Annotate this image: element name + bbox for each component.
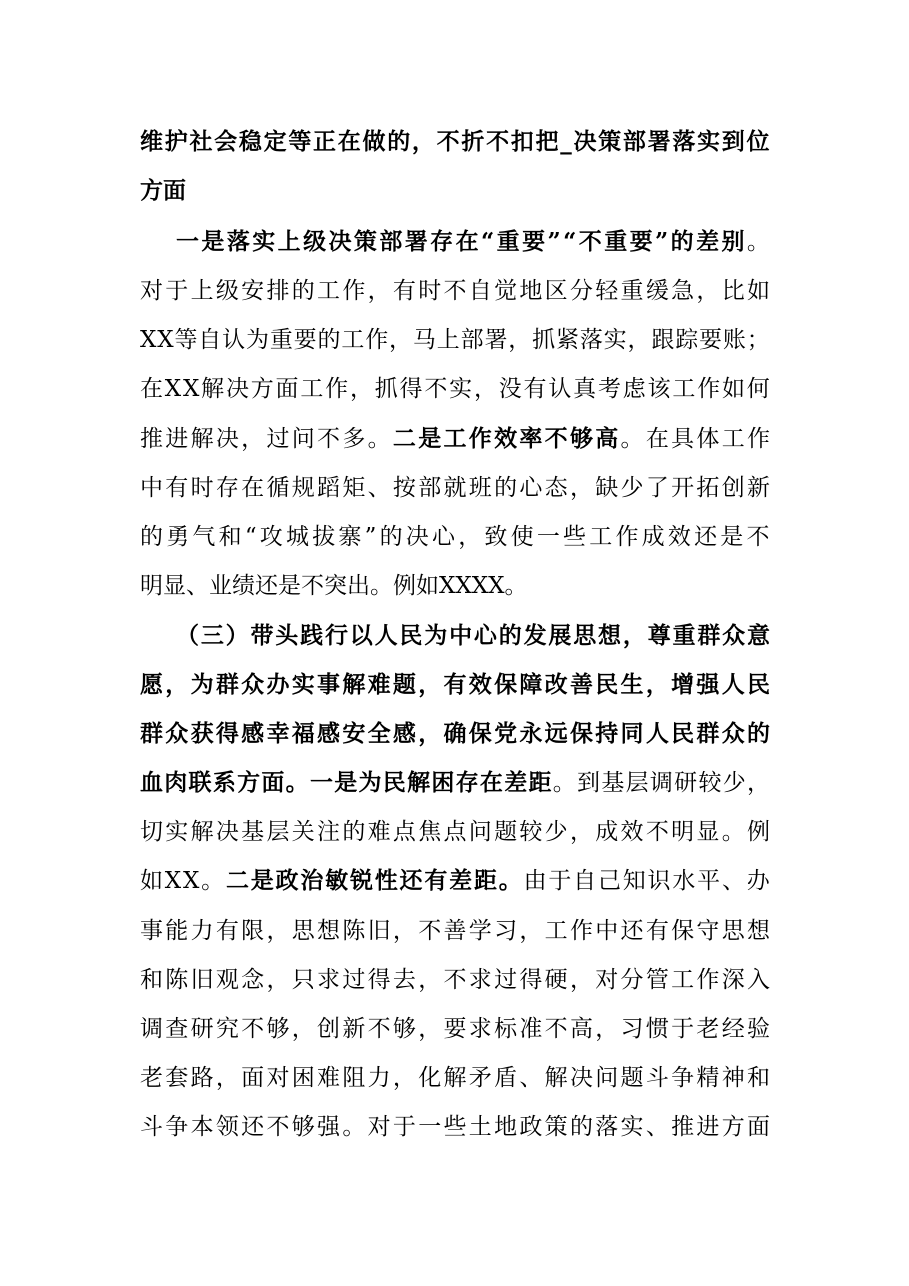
body-text: 对于上级安排的工作，有时不自觉地区分轻重缓急，比如 — [140, 278, 773, 304]
text-line — [140, 1063, 772, 1093]
bold-text: 一是落实上级决策部署存在“重要”“不重要”的差别 — [176, 228, 747, 255]
body-text: 。 — [746, 229, 773, 255]
bold-text: 愿，为群众办实事解难题，有效保障改善民生，增强人民 — [140, 671, 773, 698]
text-line — [140, 276, 772, 306]
text-line — [140, 325, 771, 355]
body-text: 老套路，面对困难阻力，化解矛盾、解决问题斗争精神和 — [140, 1065, 773, 1091]
body-text: 推进解决，过问不多。 — [140, 426, 393, 452]
bold-text: 维护社会稳定等正在做的，不折不扣把_决策部署落实到位 — [140, 128, 772, 155]
text-line — [140, 473, 772, 503]
bold-text: 群众获得感幸福感安全感，确保党永远保持同人民群众的 — [140, 720, 773, 747]
body-text: 和陈旧观念，只求过得去，不求过得硬，对分管工作深入 — [140, 967, 773, 993]
text-line — [140, 571, 528, 601]
text-line — [140, 719, 772, 749]
body-text: 斗争本领还不够强。对于一些土地政策的落实、推进方面 — [140, 1114, 773, 1140]
bold-text: 二是政治敏锐性还有差距。 — [225, 867, 524, 894]
body-text: 的勇气和“攻城拔寨”的决心，致使一些工作成效还是不 — [140, 524, 773, 550]
body-text: 在XX解决方面工作，抓得不实，没有认真考虑该工作如何 — [140, 376, 772, 402]
body-text: 。到基层调研较少， — [552, 770, 772, 796]
text-line — [140, 424, 772, 454]
body-text: 调查研究不够，创新不够，要求标准不高，习惯于老经验 — [140, 1016, 773, 1042]
body-text: 。在具体工作 — [620, 426, 773, 452]
bold-text: 方面 — [140, 177, 186, 204]
text-line — [140, 176, 186, 206]
text-line — [140, 866, 772, 896]
text-line — [176, 621, 772, 651]
text-line — [140, 916, 772, 946]
text-line — [140, 1014, 772, 1044]
text-line — [140, 374, 772, 404]
body-text: XX等自认为重要的工作，马上部署，抓紧落实，跟踪要账； — [140, 327, 771, 353]
text-line — [140, 127, 771, 157]
text-line — [140, 768, 771, 798]
text-line — [140, 522, 773, 552]
text-line — [176, 227, 772, 257]
text-line — [140, 965, 772, 995]
bold-text: （三）带头践行以人民为中心的发展思想，尊重群众意 — [176, 622, 772, 649]
body-text: 如XX。 — [140, 868, 226, 894]
text-line — [140, 670, 772, 700]
body-text: 事能力有限，思想陈旧，不善学习，工作中还有保守思想 — [140, 918, 773, 944]
body-text: 明显、业绩还是不突出。例如XXXX。 — [140, 573, 528, 599]
text-line — [140, 817, 772, 847]
body-text: 切实解决基层关注的难点焦点问题较少，成效不明显。例 — [140, 819, 773, 845]
text-line — [140, 1112, 772, 1142]
bold-text: 血肉联系方面。一是为民解困存在差距 — [140, 769, 553, 796]
body-text: 由于自己知识水平、办 — [523, 868, 772, 894]
body-text: 中有时存在循规蹈矩、按部就班的心态，缺少了开拓创新 — [140, 475, 773, 501]
bold-text: 二是工作效率不够高 — [392, 425, 621, 452]
